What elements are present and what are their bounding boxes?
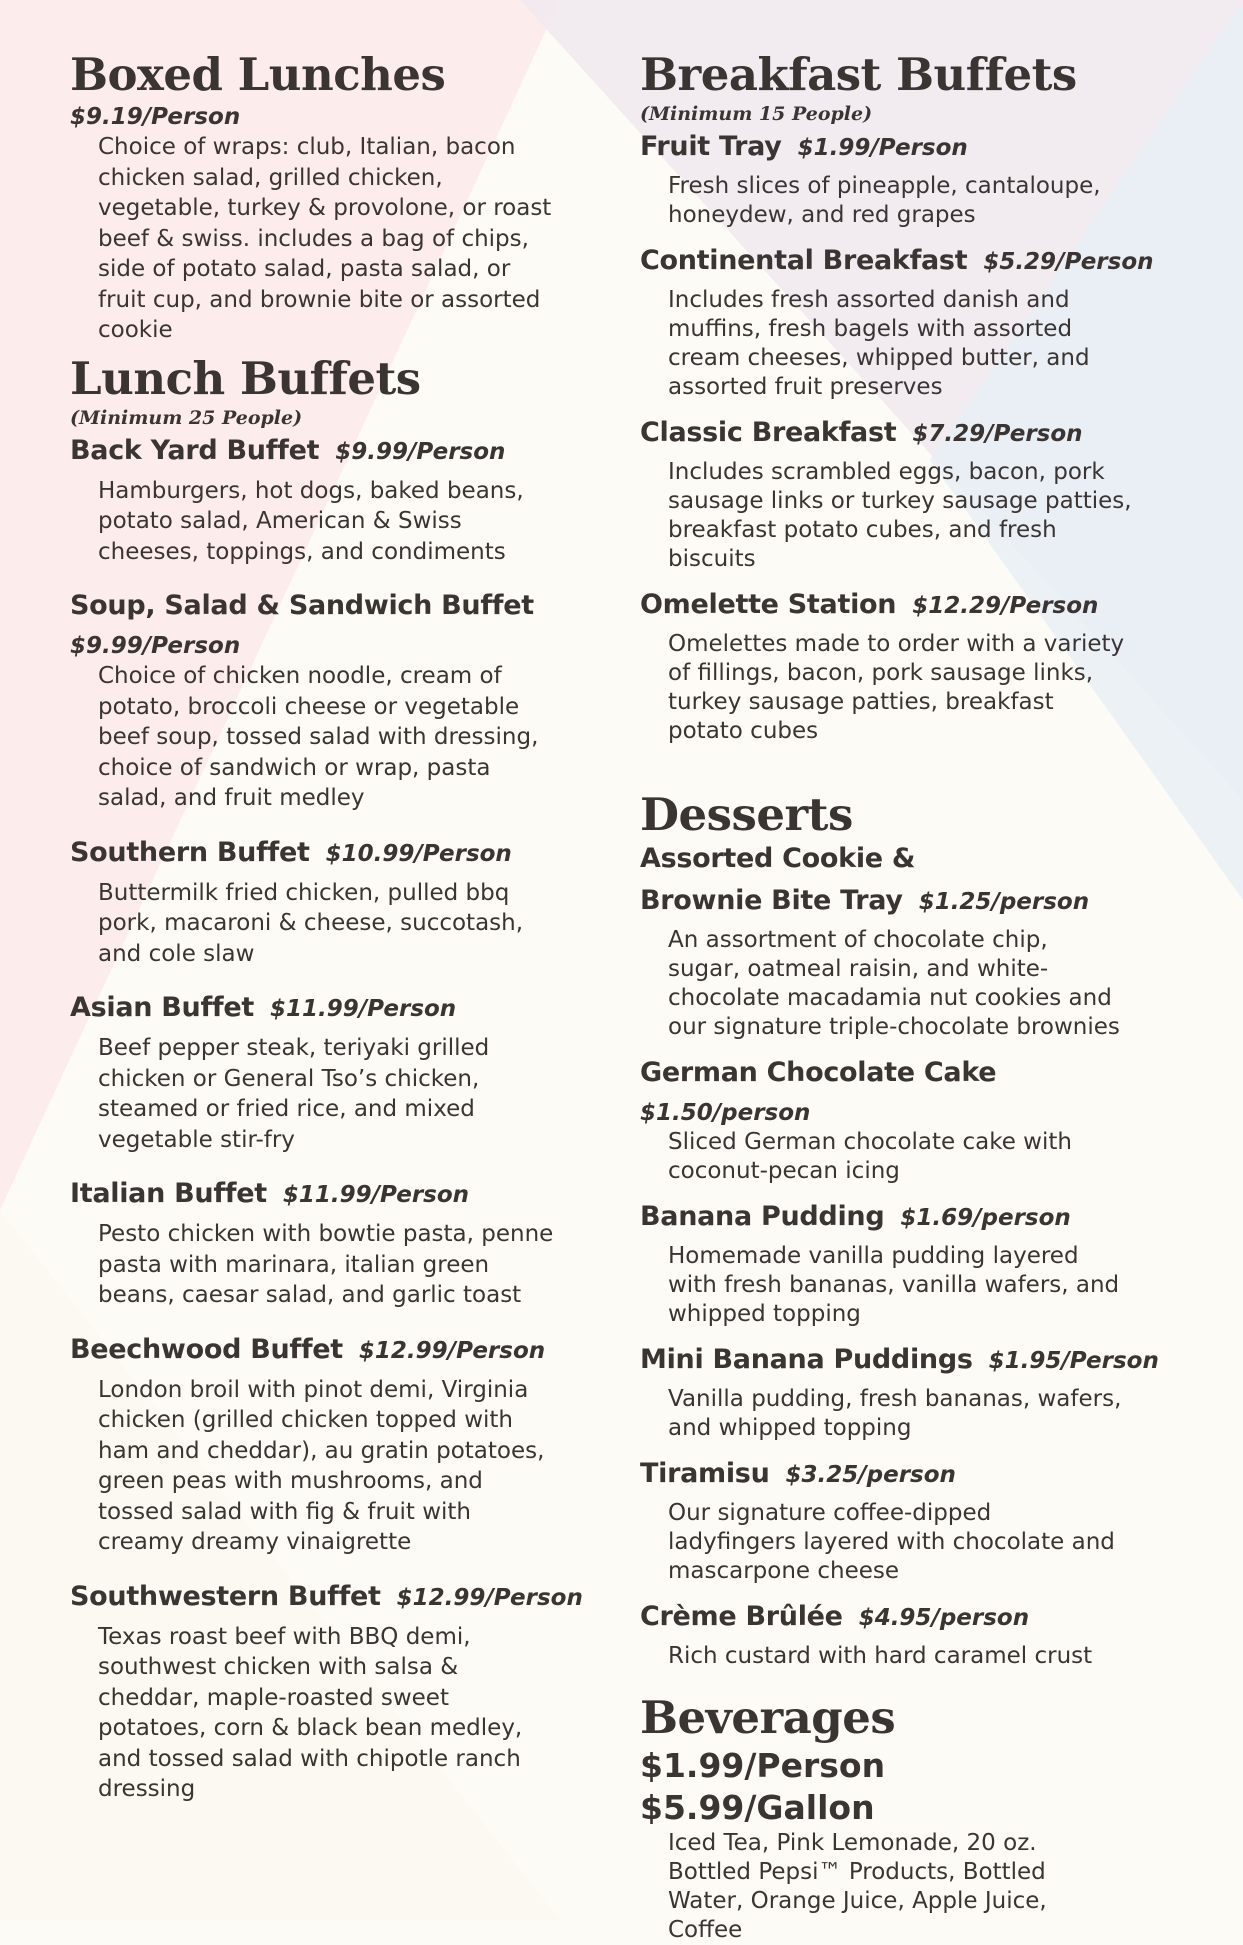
item-description: Hamburgers, hot dogs, baked beans, potato salad, American & Swiss cheeses, toppings, and condiments (98, 477, 524, 565)
item-description: Texas roast beef with BBQ demi, southwest chicken with salsa & cheddar, maple-roasted sweet potatoes, corn & black bean medley, and tossed salad with chipotle ranch dressing (98, 1623, 523, 1802)
item-description: Homemade vanilla pudding layered with fresh bananas, vanilla wafers, and whipped topping (668, 1243, 1120, 1327)
left-column (70, 48, 610, 1827)
item-price: $12.29/Person (912, 593, 1099, 619)
item-name: Banana Pudding (640, 1201, 885, 1232)
item-price: $1.69/person (900, 1205, 1071, 1231)
item-description: Beef pepper steak, teriyaki grilled chicken or General Tso’s chicken, steamed or fried rice, and mixed vegetable stir-fry (98, 1035, 490, 1153)
item-description: Buttermilk fried chicken, pulled bbq pork, macaroni & cheese, succotash, and cole slaw (98, 879, 524, 967)
item-name: Tiramisu (640, 1458, 770, 1489)
breakfast-buffets-minimum: (Minimum 15 People) (640, 103, 873, 125)
item-name: Southern Buffet (70, 836, 310, 868)
menu-item-german-chocolate-cake (640, 1056, 1185, 1186)
menu-item-classic-breakfast (640, 416, 1185, 574)
menu-item-tiramisu (640, 1457, 1185, 1586)
boxed-lunches-description: Choice of wraps: club, Italian, bacon chicken salad, grilled chicken, vegetable, turkey & provolone, or roast beef & swiss. includes a bag of chips, side of potato salad, pasta salad, or fruit cup, and brownie bite or assorted cookie (98, 134, 552, 343)
menu-item-soup-salad-sandwich-buffet (70, 589, 610, 814)
item-description: London broil with pinot demi, Virginia chicken (grilled chicken topped with ham and cheddar), au gratin potatoes, green peas with mushrooms, and tossed salad with fig & fruit with creamy dreamy vinaigrette (98, 1376, 545, 1555)
beverages-title: Beverages (640, 1691, 896, 1744)
item-name: Soup, Salad & Sandwich Buffet (70, 590, 534, 621)
item-name: Fruit Tray (640, 131, 782, 162)
item-name: Southwestern Buffet (70, 1580, 381, 1612)
item-name: Brownie Bite Tray (640, 885, 903, 916)
item-name: Italian Buffet (70, 1178, 267, 1209)
item-name: Beechwood Buffet (70, 1333, 343, 1365)
lunch-buffets-title: Lunch Buffets (70, 351, 421, 405)
item-name: Mini Banana Puddings (640, 1344, 973, 1375)
item-price: $1.50/person (640, 1100, 811, 1126)
item-price: $9.99/Person (70, 633, 241, 659)
item-price: $9.99/Person (335, 438, 506, 465)
item-name: Classic Breakfast (640, 417, 897, 448)
item-name: German Chocolate Cake (640, 1057, 997, 1088)
item-price: $10.99/Person (325, 840, 512, 867)
item-name: Crème Brûlée (640, 1601, 843, 1632)
boxed-lunches-title: Boxed Lunches (70, 48, 446, 101)
menu-item-fruit-tray (640, 130, 1185, 230)
menu-item-asian-buffet (70, 991, 610, 1155)
menu-item-creme-brulee (640, 1600, 1185, 1671)
beverages-price-gallon: $5.99/Gallon (640, 1788, 875, 1827)
item-description: Omelettes made to order with a variety of fillings, bacon, pork sausage links, turkey sausage patties, breakfast potato cubes (668, 631, 1125, 744)
item-name: Continental Breakfast (640, 245, 968, 276)
menu-item-southern-buffet (70, 836, 610, 970)
breakfast-buffets-title: Breakfast Buffets (640, 48, 1077, 101)
item-price: $1.99/Person (797, 135, 968, 161)
item-description: Fresh slices of pineapple, cantaloupe, honeydew, and red grapes (668, 173, 1101, 228)
boxed-lunches-price: $9.19/Person (70, 104, 241, 130)
beverages-section (640, 1691, 1185, 1945)
item-price: $12.99/Person (396, 1584, 583, 1611)
item-name: Back Yard Buffet (70, 434, 320, 466)
menu-item-mini-banana-puddings (640, 1343, 1185, 1443)
lunch-buffets-section (70, 352, 610, 1805)
item-price: $1.25/person (918, 889, 1090, 915)
right-column (640, 48, 1185, 1945)
desserts-title: Desserts (640, 788, 853, 841)
menu-item-italian-buffet (70, 1177, 610, 1311)
item-price: $4.95/person (858, 1605, 1030, 1631)
lunch-buffets-minimum: (Minimum 25 People) (70, 406, 303, 429)
item-price: $3.25/person (785, 1462, 956, 1488)
item-price: $5.29/Person (983, 249, 1154, 275)
menu-item-cookie-brownie-tray (640, 842, 1185, 1042)
item-description: Includes fresh assorted danish and muffins, fresh bagels with assorted cream cheeses, whipped butter, and assorted fruit preserves (668, 287, 1090, 400)
boxed-lunches-section (70, 48, 610, 346)
item-price: $7.29/Person (912, 421, 1083, 447)
item-description: Includes scrambled eggs, bacon, pork sausage links or turkey sausage patties, breakfast potato cubes, and fresh biscuits (668, 459, 1132, 572)
menu-item-beechwood-buffet (70, 1333, 610, 1558)
menu-item-continental-breakfast (640, 244, 1185, 402)
beverages-price-person: $1.99/Person (640, 1746, 886, 1785)
item-price: $11.99/Person (269, 996, 457, 1022)
menu-item-omelette-station (640, 588, 1185, 746)
menu-item-back-yard-buffet (70, 434, 610, 568)
item-price: $1.95/Person (988, 1348, 1159, 1374)
desserts-section (640, 788, 1185, 1671)
beverages-description: Iced Tea, Pink Lemonade, 20 oz. Bottled Pepsi™ Products, Bottled Water, Orange Juice, Apple Juice, Coffee (668, 1830, 1047, 1943)
item-name: Asian Buffet (70, 992, 254, 1023)
item-name: Omelette Station (640, 589, 897, 620)
item-description: Our signature coffee-dipped ladyfingers layered with chocolate and mascarpone cheese (668, 1500, 1115, 1584)
item-description: Sliced German chocolate cake with coconut-pecan icing (668, 1129, 1072, 1184)
item-description: An assortment of chocolate chip, sugar, oatmeal raisin, and white- chocolate macadamia nut cookies and our signature triple-chocolate brownies (668, 927, 1120, 1040)
item-description: Choice of chicken noodle, cream of potato, broccoli cheese or vegetable beef soup, tossed salad with dressing, choice of sandwich or wrap, pasta salad, and fruit medley (98, 663, 539, 811)
menu-item-southwestern-buffet (70, 1580, 610, 1805)
item-price: $11.99/Person (282, 1182, 470, 1208)
item-description: Rich custard with hard caramel crust (668, 1643, 1093, 1669)
menu-item-banana-pudding (640, 1200, 1185, 1329)
item-price: $12.99/Person (358, 1337, 546, 1364)
item-description: Vanilla pudding, fresh bananas, wafers, and whipped topping (668, 1386, 1122, 1441)
item-name-line1: Assorted Cookie & (640, 843, 916, 874)
item-description: Pesto chicken with bowtie pasta, penne pasta with marinara, italian green beans, caesar salad, and garlic toast (98, 1221, 554, 1308)
breakfast-buffets-section (640, 48, 1185, 746)
